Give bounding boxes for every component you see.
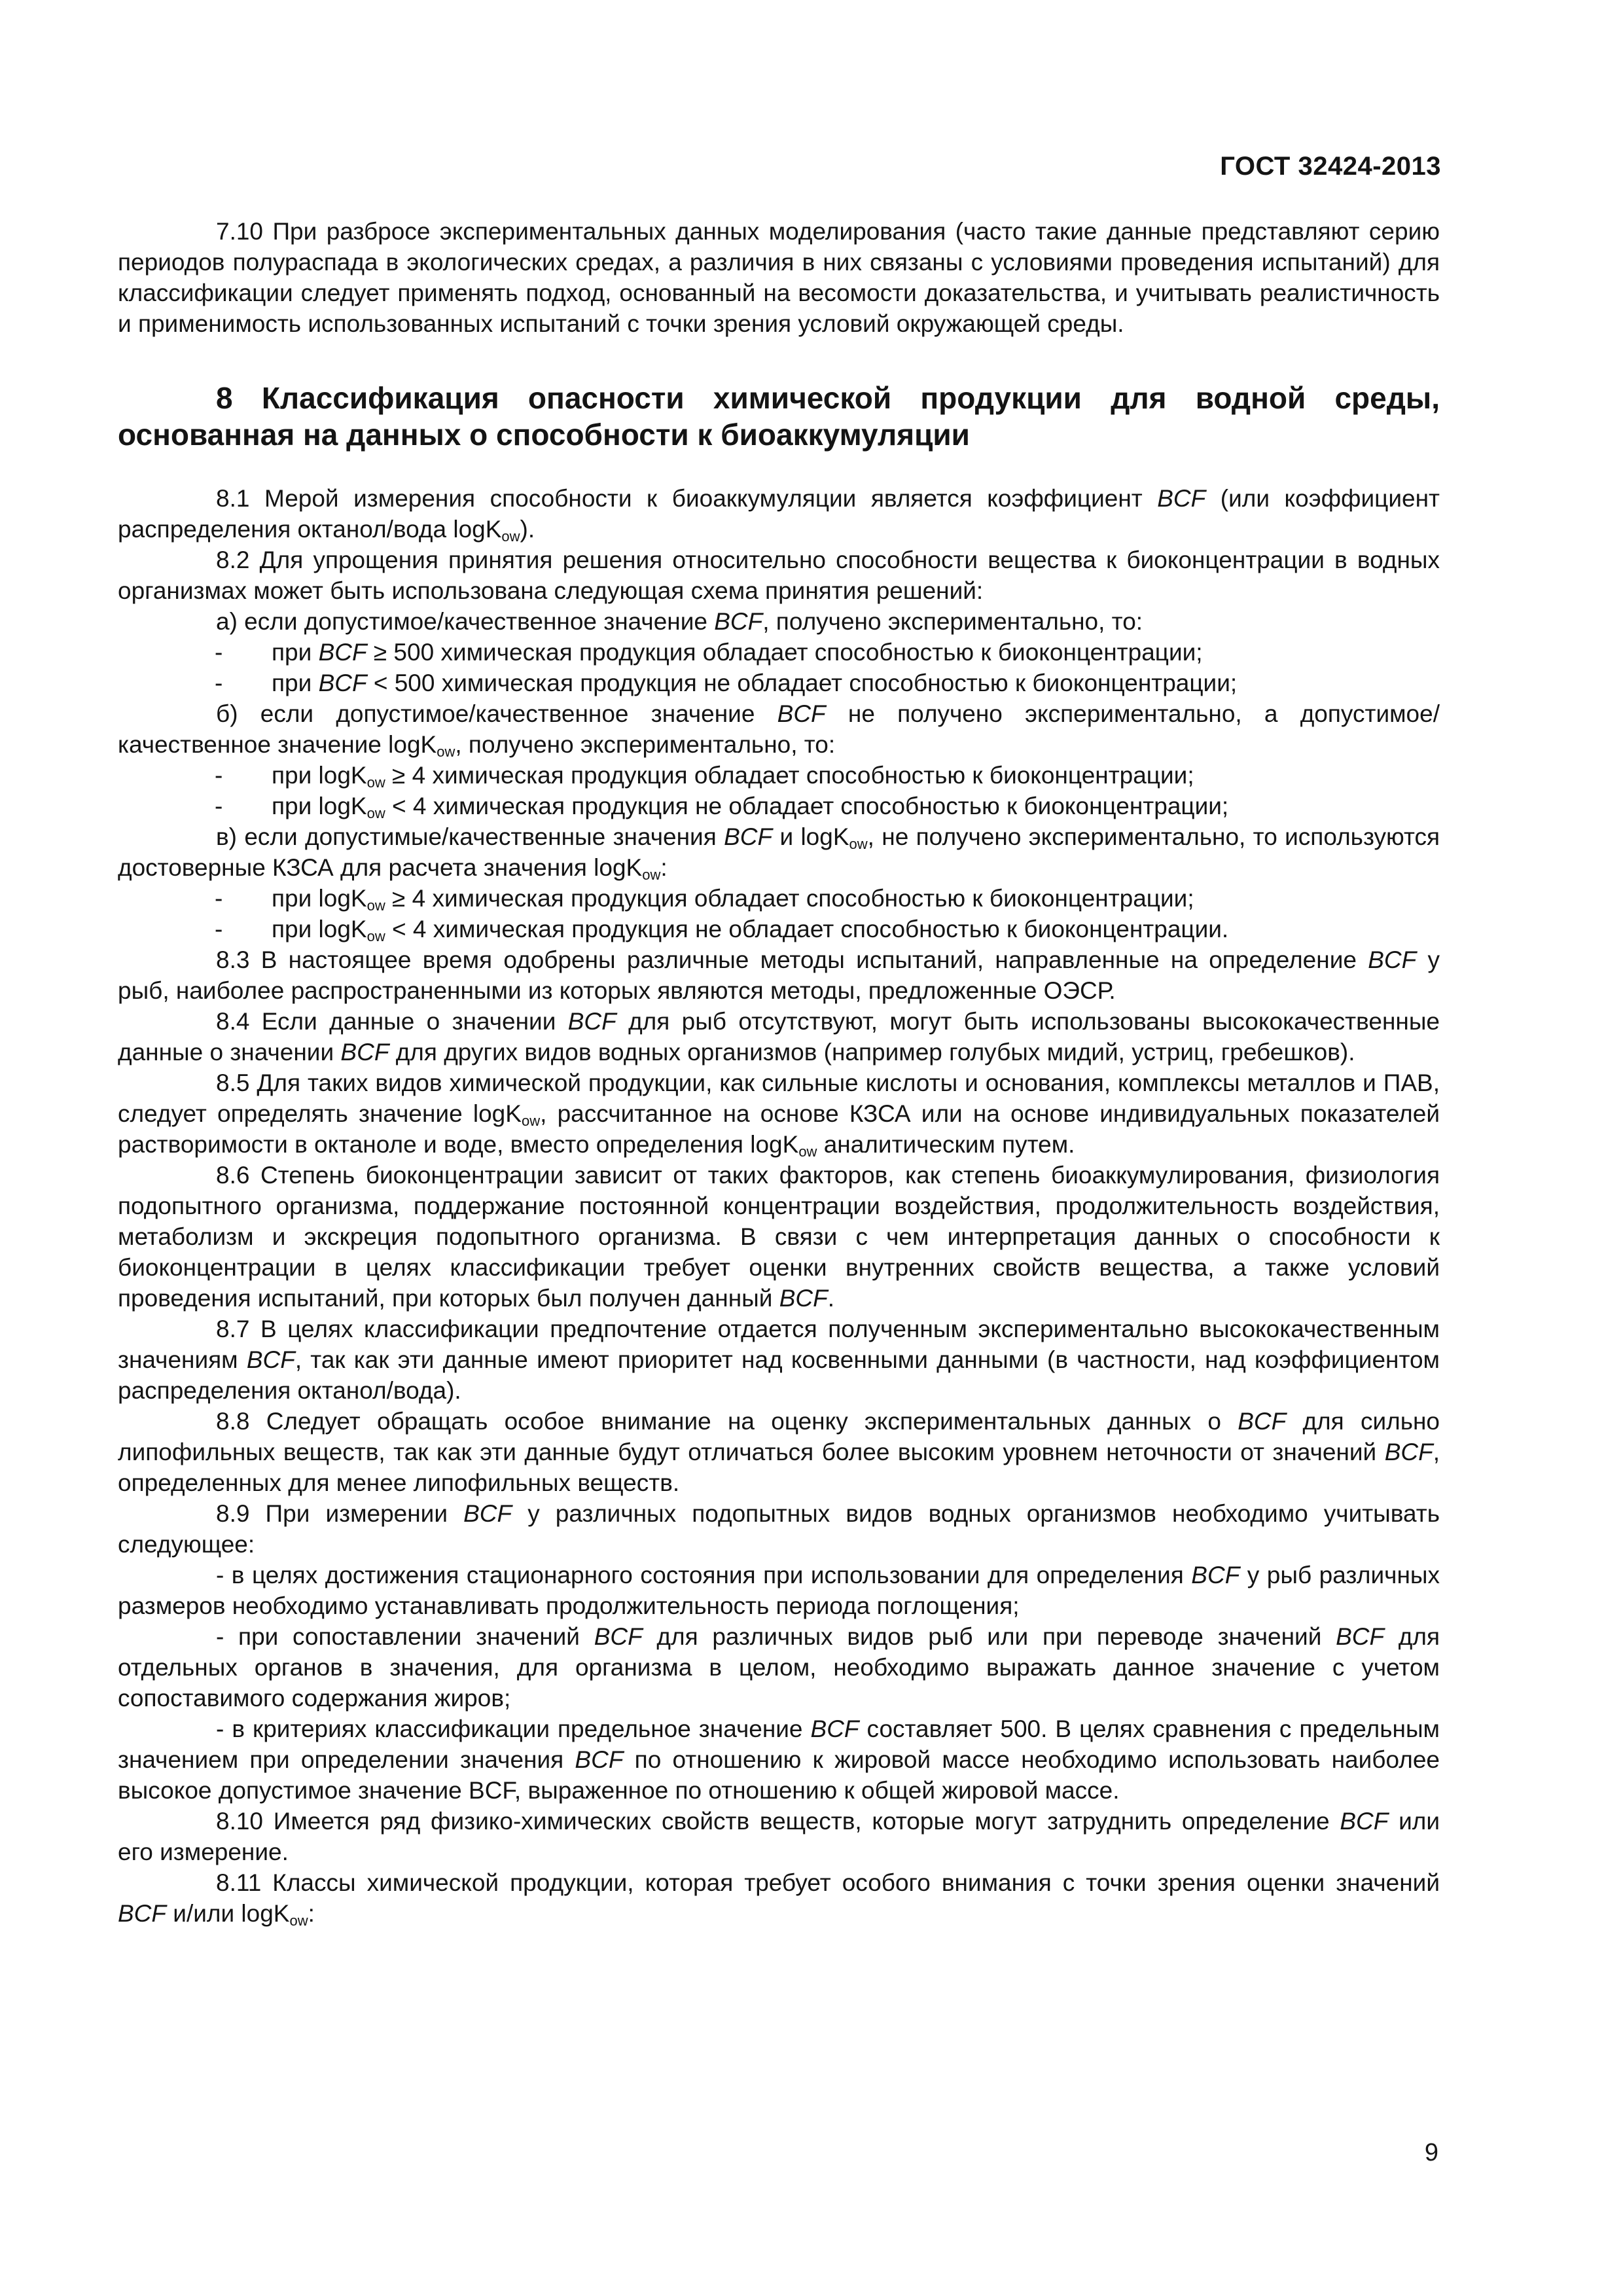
- document-code: ГОСТ 32424-2013: [1220, 152, 1441, 181]
- paragraph-8-9-1: - в целях достижения стационарного состояния при использовании для определения BCF у рыб различных размеров необходимо устанавливать продолжительность периода поглощения;: [118, 1562, 1440, 1619]
- list-item: - при logK$_{ow}$ ≥ 4 химическая продукция обладает способностью к биоконцентрации;: [215, 885, 1194, 914]
- list-item: - при logK$_{ow}$ ≥ 4 химическая продукция обладает способностью к биоконцентрации;: [215, 762, 1194, 791]
- page-body: [118, 216, 1440, 1929]
- paragraph-8-9-3: - в критериях классификации предельное значение BCF составляет 500. В целях сравнения с предельным значением при определении значения BCF по отношению к жировой массе необходимо использовать наиболее высокое допустимое значение BCF, выраженное по отношению к общей жировой массе.: [118, 1715, 1440, 1804]
- paragraph-8-4: 8.4 Если данные о значении BCF для рыб отсутствуют, могут быть использованы высококачественные данные о значении BCF для других видов водных организмов (например голубых мидий, устриц, гребешков).: [118, 1008, 1440, 1066]
- section-8-title: 8 Классификация опасности химической продукции для водной среды, основанная на данных о способности к биоаккумуляции: [118, 381, 1440, 452]
- paragraph-8-11: 8.11 Классы химической продукции, которая требует особого внимания с точки зрения оценки значений BCF и/или logK$_{ow}$:: [118, 1869, 1440, 1929]
- paragraph-8-2-b: б) если допустимое/качественное значение BCF не получено экспериментально, а допустимое/качественное значение logK$_{ow}$, получено экспериментально, то:: [118, 700, 1440, 760]
- list-item: - при BCF ≥ 500 химическая продукция обладает способностью к биоконцентрации;: [215, 639, 1203, 666]
- paragraph-8-5: 8.5 Для таких видов химической продукции, как сильные кислоты и основания, комплексы металлов и ПАВ, следует определять значение logK$_{ow}$, рассчитанное на основе КЗСА или на основе индивидуальных показателей растворимости в октаноле и воде, вместо определения logK$_{ow}$ аналитическим путем.: [118, 1069, 1440, 1160]
- page-number: 9: [1424, 2139, 1438, 2166]
- list-item: - при logK$_{ow}$ < 4 химическая продукция не обладает способностью к биоконцентрации.: [215, 916, 1229, 944]
- paragraph-7-10: 7.10 При разбросе экспериментальных данных моделирования (часто такие данные представляют серию периодов полураспада в экологических средах, а различия в них связаны с условиями проведения испытаний) для классификации следует применять подход, основанный на весомости доказательства, и учитывать реалистичность и применимость использованных испытаний с точки зрения условий окружающей среды.: [118, 218, 1440, 337]
- paragraph-8-6: 8.6 Степень биоконцентрации зависит от таких факторов, как степень биоаккумулирования, физиология подопытного организма, поддержание постоянной концентрации воздействия, продолжительность воздействия, метаболизм и экскреция подопытного организма. В связи с чем интерпретация данных о способности к биоконцентрации в целях классификации требует оценки внутренних свойств вещества, а также условий проведения испытаний, при которых был получен данный BCF.: [118, 1162, 1440, 1312]
- list-item: - при logK$_{ow}$ < 4 химическая продукция не обладает способностью к биоконцентрации;: [215, 793, 1229, 821]
- paragraph-8-3: 8.3 В настоящее время одобрены различные методы испытаний, направленные на определение BCF у рыб, наиболее распространенными из которых являются методы, предложенные ОЭСР.: [118, 946, 1440, 1004]
- paragraph-8-9: 8.9 При измерении BCF у различных подопытных видов водных организмов необходимо учитывать следующее:: [118, 1500, 1440, 1558]
- paragraph-8-7: 8.7 В целях классификации предпочтение отдается полученным экспериментально высококачественным значениям BCF, так как эти данные имеют приоритет над косвенными данными (в частности, над коэффициентом распределения октанол/вода).: [118, 1316, 1440, 1404]
- list-item: - при BCF < 500 химическая продукция не обладает способностью к биоконцентрации;: [215, 670, 1238, 696]
- p8-9-text-a: 8.9 При измерении: [216, 1500, 464, 1527]
- paragraph-8-2-a: а) если допустимое/качественное значение BCF, получено экспериментально, то:: [216, 608, 1143, 635]
- paragraph-8-2: 8.2 Для упрощения принятия решения относительно способности вещества к биоконцентрации в водных организмах может быть использована следующая схема принятия решений:: [118, 547, 1440, 604]
- paragraph-8-8: 8.8 Следует обращать особое внимание на оценку экспериментальных данных о BCF для сильно липофильных веществ, так как эти данные будут отличаться более высоким уровнем неточности от значений BCF, определенных для менее липофильных веществ.: [118, 1408, 1440, 1496]
- p8-9-text-b: у различных подопытных видов водных организмов необходимо учитывать следующее:: [118, 1500, 1440, 1558]
- paragraph-8-10: 8.10 Имеется ряд физико-химических свойств веществ, которые могут затруднить определение BCF или его измерение.: [118, 1808, 1440, 1865]
- paragraph-8-2-c: в) если допустимые/качественные значения BCF и logK$_{ow}$, не получено экспериментально, то используются достоверные КЗСА для расчета значения logK$_{ow}$:: [118, 823, 1440, 883]
- paragraph-8-9-2: - при сопоставлении значений BCF для различных видов рыб или при переводе значений BCF для отдельных органов в значения, для организма в целом, необходимо выражать данное значение с учетом сопоставимого содержания жиров;: [118, 1623, 1440, 1712]
- paragraph-8-1: 8.1 Мерой измерения способности к биоаккумуляции является коэффициент BCF (или коэффициент распределения октанол/вода logK$_{ow}$).: [118, 485, 1440, 545]
